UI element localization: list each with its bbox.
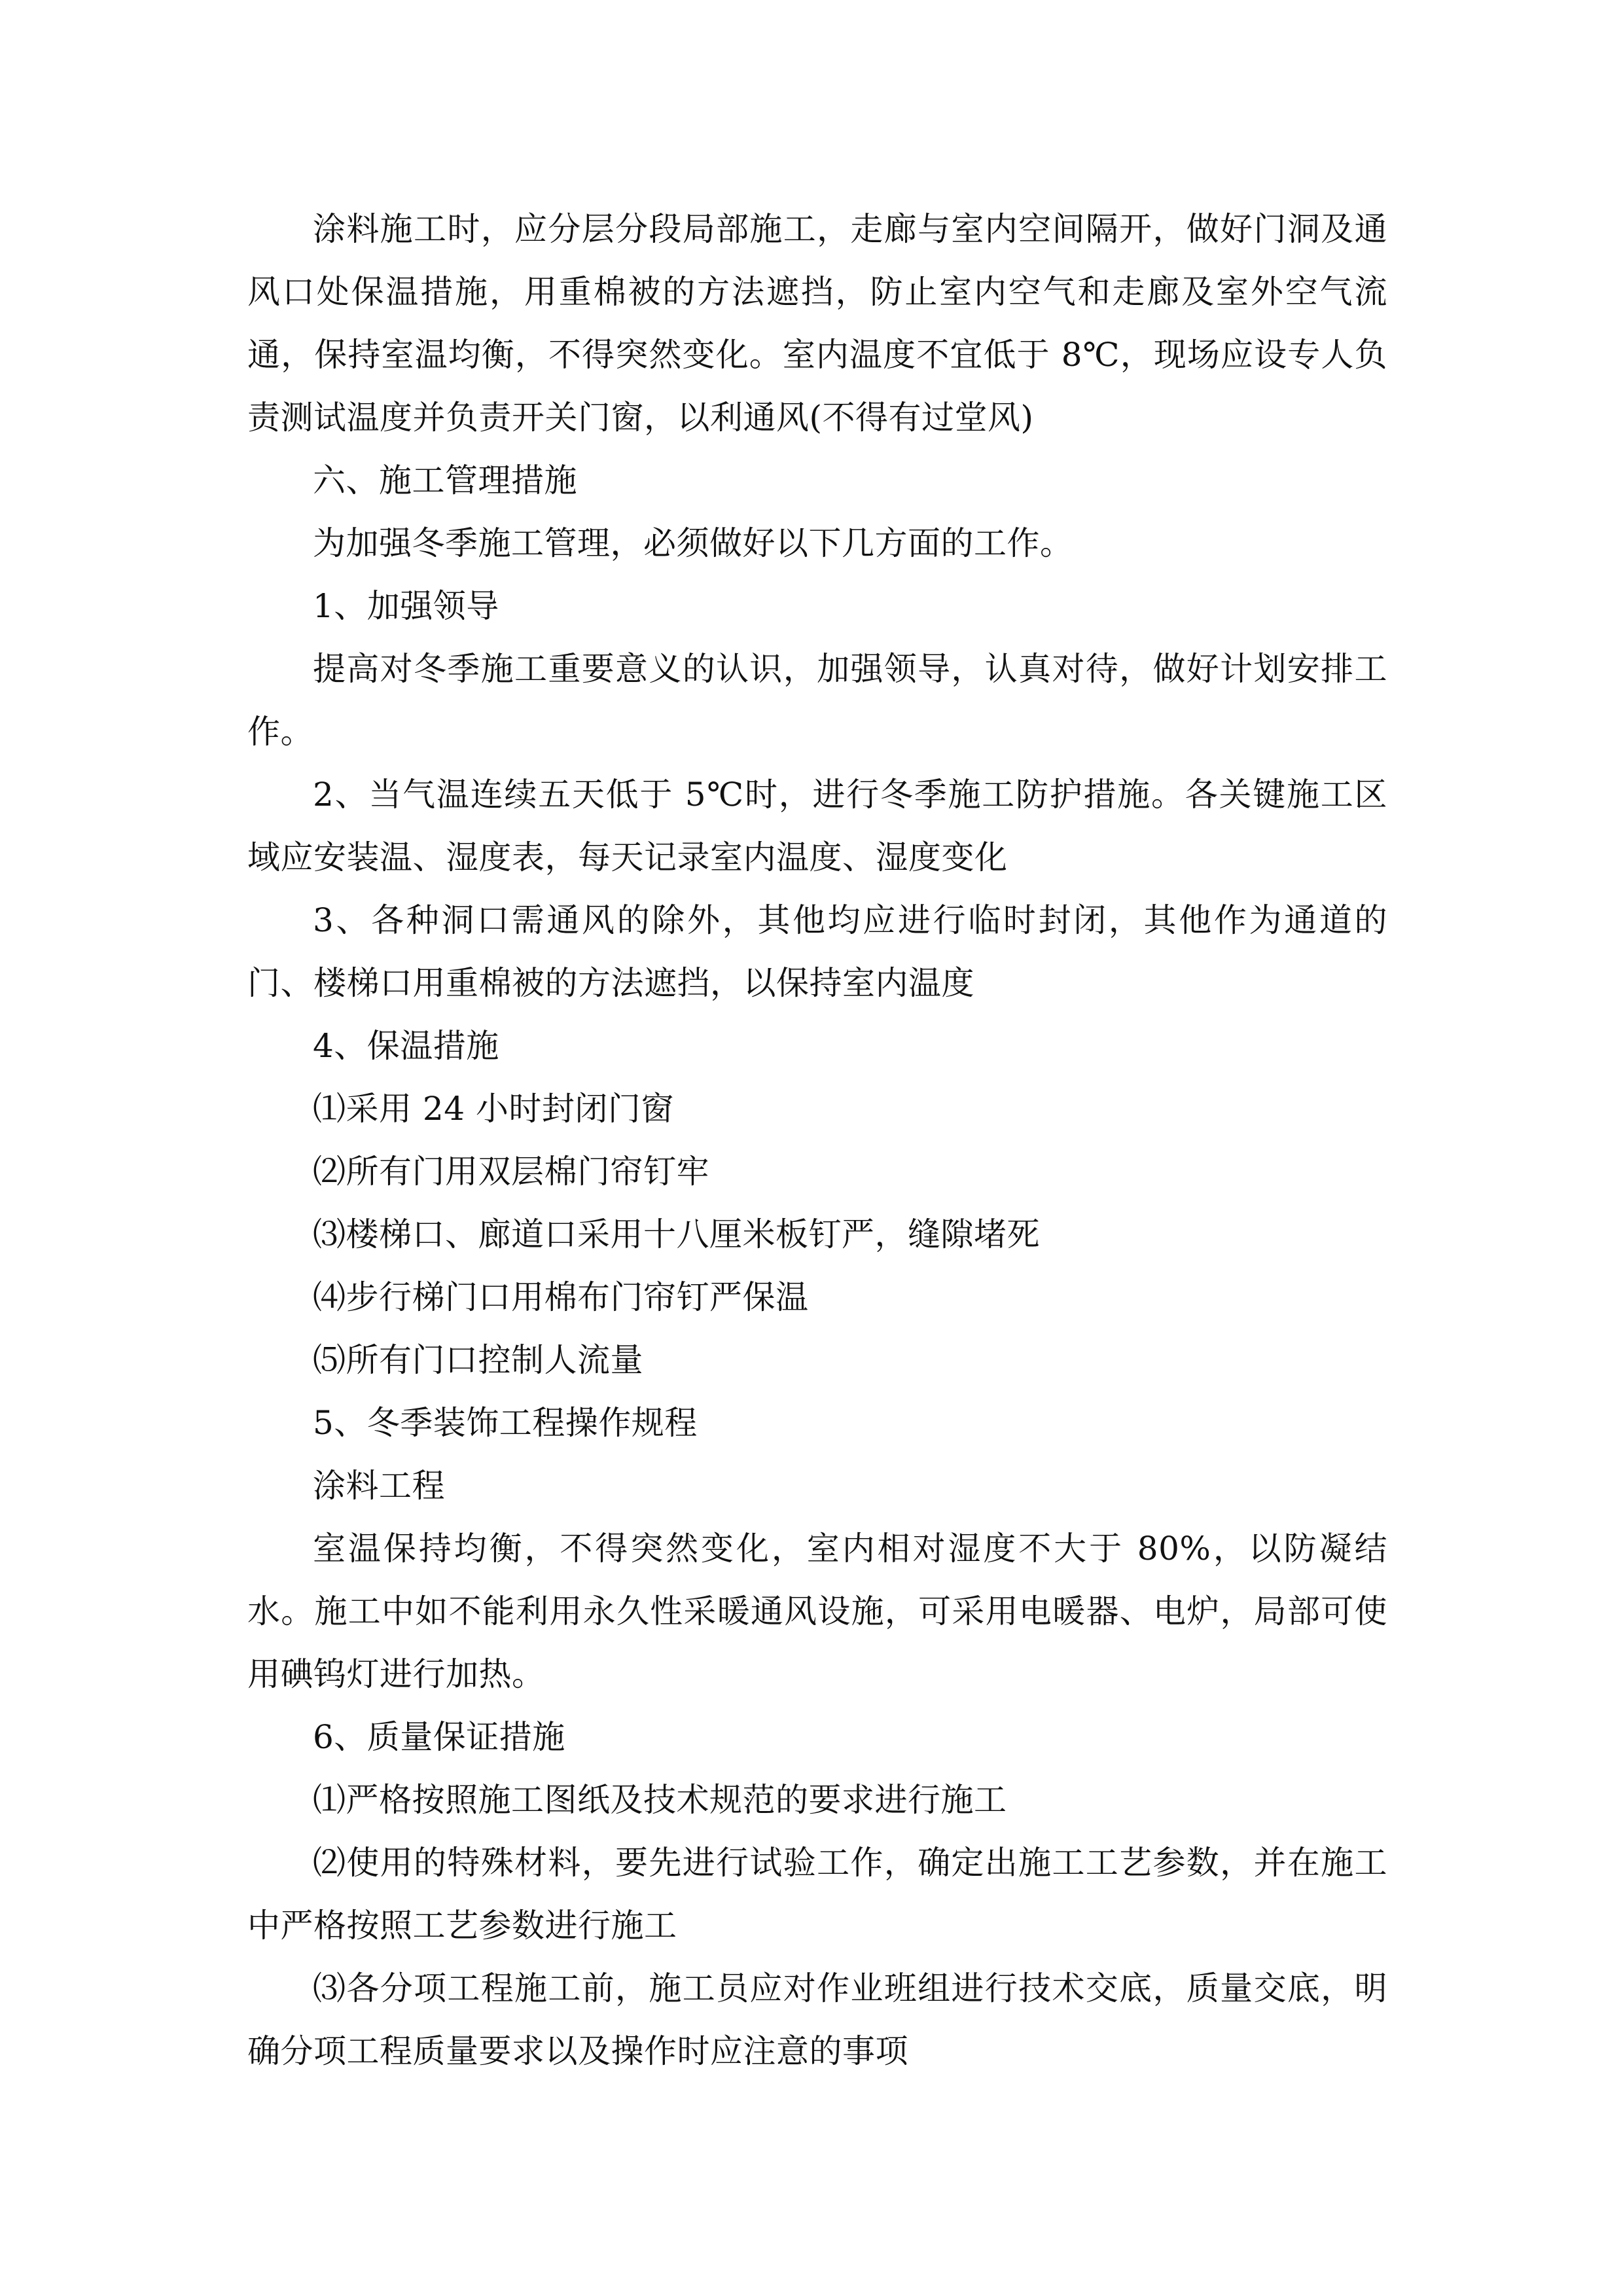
list-item: ⑸所有门口控制人流量 xyxy=(313,1341,643,1379)
list-item: ⑴采用 24 小时封闭门窗 xyxy=(313,1090,674,1128)
list-item: ⑵所有门用双层棉门帘钉牢 xyxy=(313,1153,709,1191)
section-heading: 六、施工管理措施 xyxy=(313,461,577,499)
subheading: 4、保温措施 xyxy=(313,1027,499,1065)
paragraph: 为加强冬季施工管理，必须做好以下几方面的工作。 xyxy=(313,524,1073,562)
paragraph: 3、各种洞口需通风的除外，其他均应进行临时封闭，其他作为通道的门、楼梯口用重棉被的方法遮挡，以保持室内温度 xyxy=(247,901,1387,1002)
paragraph: 提高对冬季施工重要意义的认识，加强领导，认真对待，做好计划安排工作。 xyxy=(247,650,1387,751)
paragraph: 2、当气温连续五天低于 5℃时，进行冬季施工防护措施。各关键施工区域应安装温、湿度表，每天记录室内温度、湿度变化 xyxy=(247,776,1387,876)
list-item: ⑶各分项工程施工前，施工员应对作业班组进行技术交底，质量交底，明确分项工程质量要求以及操作时应注意的事项 xyxy=(247,1969,1387,2070)
subheading: 5、冬季装饰工程操作规程 xyxy=(313,1404,698,1442)
list-item: ⑴严格按照施工图纸及技术规范的要求进行施工 xyxy=(313,1781,1007,1819)
list-item: ⑷步行梯门口用棉布门帘钉严保温 xyxy=(313,1278,809,1316)
subheading: 涂料工程 xyxy=(313,1467,445,1505)
list-item: ⑶楼梯口、廊道口采用十八厘米板钉严，缝隙堵死 xyxy=(313,1215,1040,1253)
paragraph: 涂料施工时，应分层分段局部施工，走廊与室内空间隔开，做好门洞及通风口处保温措施，用重棉被的方法遮挡，防止室内空气和走廊及室外空气流通，保持室温均衡，不得突然变化。室内温度不宜低于 8℃，现场应设专人负责测试温度并负责开关门窗，以利通风(不得有过堂风) xyxy=(247,210,1387,437)
subheading: 6、质量保证措施 xyxy=(313,1718,565,1756)
subheading: 1、加强领导 xyxy=(313,587,499,625)
document-body xyxy=(247,198,1387,2083)
paragraph: 室温保持均衡，不得突然变化，室内相对湿度不大于 80%，以防凝结水。施工中如不能利用永久性采暖通风设施，可采用电暖器、电炉，局部可使用碘钨灯进行加热。 xyxy=(247,1530,1387,1693)
list-item: ⑵使用的特殊材料，要先进行试验工作，确定出施工工艺参数，并在施工中严格按照工艺参数进行施工 xyxy=(247,1844,1387,1945)
